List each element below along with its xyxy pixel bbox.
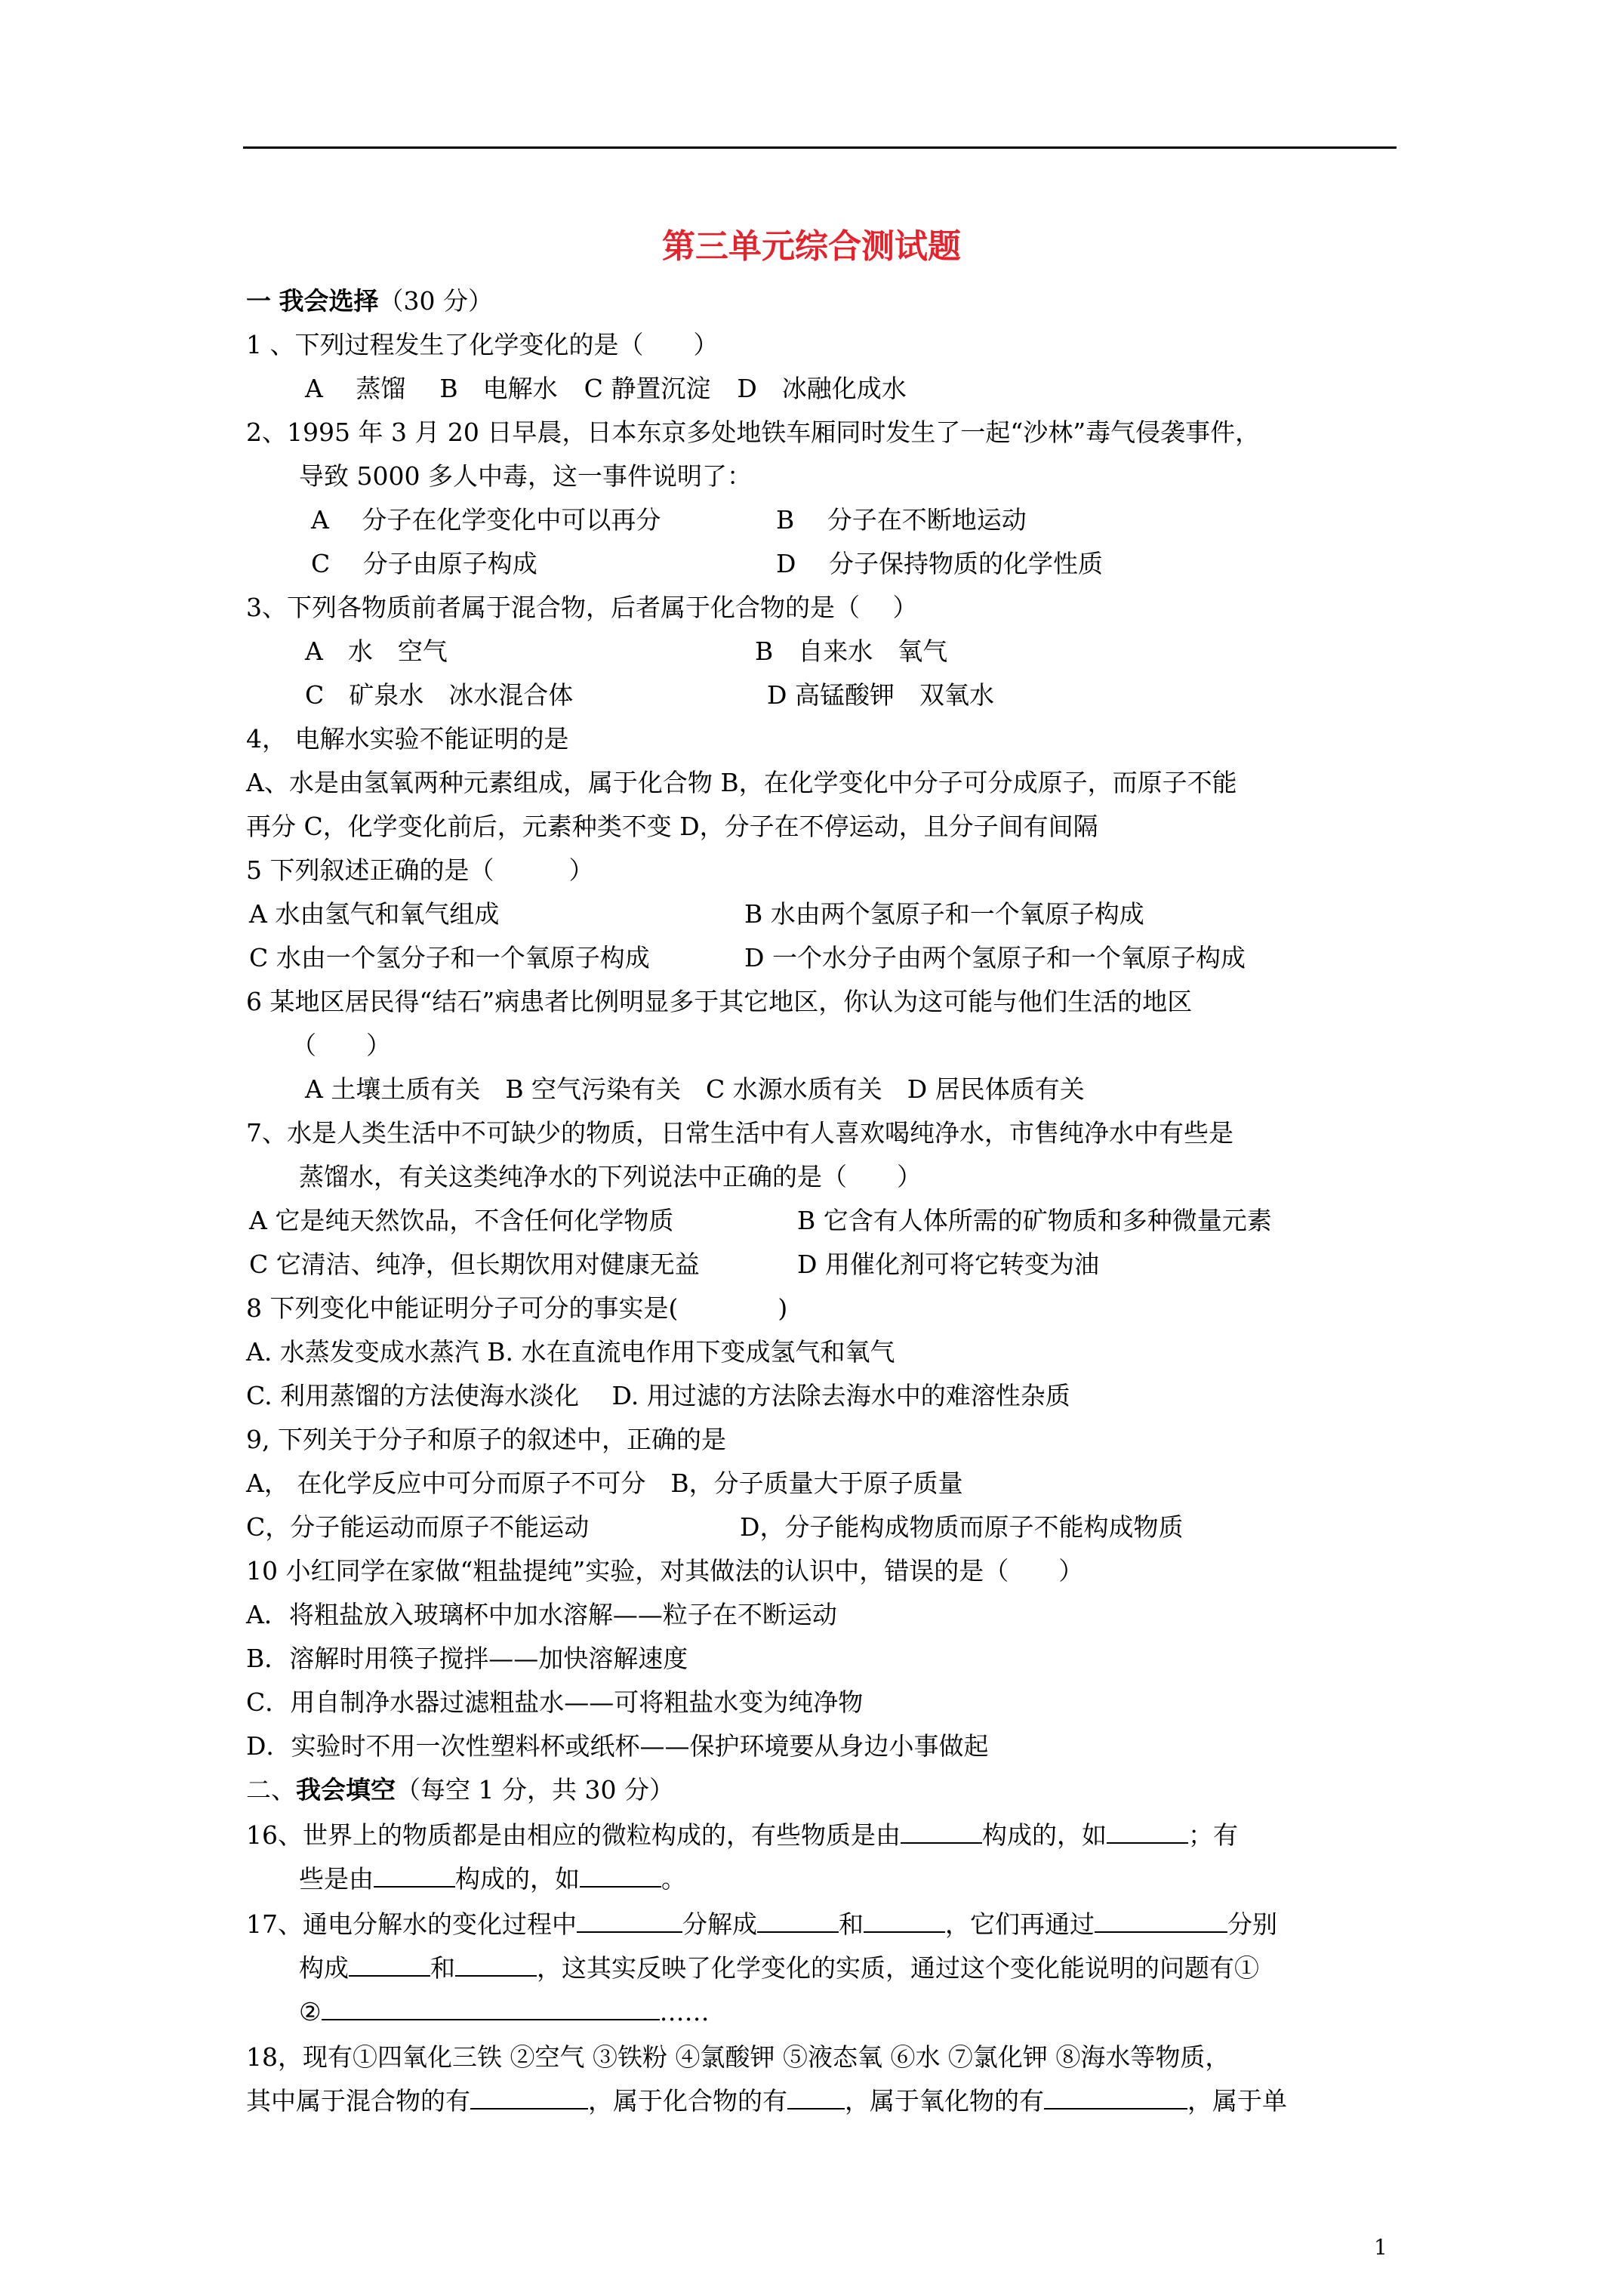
q17-text-10: …… — [659, 1997, 710, 2026]
q9-stem: 9, 下列关于分子和原子的叙述中，正确的是 — [246, 1425, 726, 1454]
section-2-name: 我会填空 — [296, 1775, 396, 1804]
q7-option-d: D 用催化剂可将它转变为油 — [797, 1250, 1099, 1279]
q17-line-3 — [299, 1996, 710, 2028]
q6-answer-paren: （ ） — [291, 1031, 391, 1060]
q17-text-6: 构成 — [299, 1953, 349, 1983]
q17-text-3: 和 — [839, 1909, 864, 1939]
section-2-heading — [246, 1774, 674, 1806]
fill-blank[interactable] — [580, 1863, 661, 1888]
q2-option-c: C 分子由原子构成 — [311, 549, 537, 578]
q16-text-6: 。 — [661, 1864, 686, 1894]
page-number: 1 — [1374, 2235, 1387, 2260]
q1-option-b: B 电解水 — [439, 374, 558, 403]
q16-line-2 — [299, 1863, 686, 1895]
q16-text-5: 构成的，如 — [455, 1864, 580, 1894]
q18-text-4: ，属于单 — [1187, 2086, 1287, 2116]
q8-options-ab: A. 水蒸发变成水蒸汽 B. 水在直流电作用下变成氢气和氧气 — [246, 1337, 895, 1367]
q17-text-1: 17、通电分解水的变化过程中 — [246, 1909, 577, 1939]
fill-blank[interactable] — [455, 1952, 537, 1977]
q2-option-d: D 分子保持物质的化学性质 — [776, 549, 1103, 578]
q1-option-c: C 静置沉淀 — [584, 374, 711, 403]
fill-blank[interactable] — [901, 1820, 982, 1844]
q1-stem: 1 、下列过程发生了化学变化的是（ ） — [246, 330, 719, 359]
fill-blank[interactable] — [757, 1909, 839, 1933]
page-title: 第三单元综合测试题 — [662, 227, 961, 266]
fill-blank[interactable] — [1107, 1820, 1188, 1844]
q10-option-b: B．溶解时用筷子搅拌——加快溶解速度 — [246, 1644, 688, 1673]
q3-option-c: C 矿泉水 冰水混合体 — [305, 680, 574, 710]
q4-line-2: 再分 C，化学变化前后，元素种类不变 D，分子在不停运动，且分子间有间隔 — [246, 812, 1098, 841]
q17-line-2 — [299, 1952, 1259, 1984]
q16-text-1: 16、世界上的物质都是由相应的微粒构成的，有些物质是由 — [246, 1820, 901, 1850]
q18-text-3: ，属于氧化物的有 — [845, 2086, 1044, 2116]
fill-blank[interactable] — [349, 1952, 430, 1977]
fill-blank[interactable] — [1044, 2085, 1187, 2110]
q5-option-c: C 水由一个氢分子和一个氧原子构成 — [249, 943, 650, 972]
q7-stem-cont: 蒸馏水，有关这类纯净水的下列说法中正确的是（ ） — [299, 1162, 922, 1191]
q17-line-1 — [246, 1909, 1277, 1940]
q7-option-b: B 它含有人体所需的矿物质和多种微量元素 — [797, 1206, 1272, 1235]
q8-stem: 8 下列变化中能证明分子可分的事实是( ) — [246, 1293, 788, 1323]
q17-text-9: ② — [299, 1997, 322, 2026]
q2-option-b: B 分子在不断地运动 — [776, 505, 1027, 535]
fill-blank[interactable] — [470, 2085, 588, 2110]
q10-stem: 10 小红同学在家做“粗盐提纯”实验，对其做法的认识中，错误的是（ ） — [246, 1556, 1084, 1586]
q7-option-a: A 它是纯天然饮品，不含任何化学物质 — [249, 1206, 674, 1235]
fill-blank[interactable] — [1095, 1909, 1227, 1933]
q7-option-c: C 它清洁、纯净，但长期饮用对健康无益 — [249, 1250, 700, 1279]
q8-options-cd: C. 利用蒸馏的方法使海水淡化 D. 用过滤的方法除去海水中的难溶性杂质 — [246, 1381, 1070, 1410]
q3-option-a: A 水 空气 — [305, 636, 448, 666]
q4-stem: 4， 电解水实验不能证明的是 — [246, 724, 569, 754]
q9-option-d: D，分子能构成物质而原子不能构成物质 — [740, 1512, 1184, 1542]
section-1-number: 一 — [246, 286, 271, 316]
q1-options — [305, 373, 907, 405]
q3-stem: 3、下列各物质前者属于混合物，后者属于化合物的是（ ） — [246, 593, 918, 622]
q6-stem: 6 某地区居民得“结石”病患者比例明显多于其它地区，你认为这可能与他们生活的地区 — [246, 987, 1193, 1016]
q1-option-a: A 蒸馏 — [305, 374, 406, 403]
section-2-score: （每空 1 分，共 30 分） — [396, 1775, 674, 1804]
q9-options-ab: A， 在化学反应中可分而原子不可分 B，分子质量大于原子质量 — [246, 1469, 963, 1498]
fill-blank[interactable] — [787, 2085, 845, 2110]
q17-text-5: 分别 — [1227, 1909, 1277, 1939]
q5-option-b: B 水由两个氢原子和一个氧原子构成 — [744, 899, 1144, 929]
q18-line-1: 18，现有①四氧化三铁 ②空气 ③铁粉 ④氯酸钾 ⑤液态氧 ⑥水 ⑦氯化钾 ⑧海水等物质， — [246, 2042, 1230, 2072]
q5-stem: 5 下列叙述正确的是（ ） — [246, 855, 594, 885]
fill-blank[interactable] — [864, 1909, 945, 1933]
q7-stem: 7、水是人类生活中不可缺少的物质，日常生活中有人喜欢喝纯净水，市售纯净水中有些是 — [246, 1118, 1233, 1148]
q2-stem: 2、1995 年 3 月 20 日早晨，日本东京多处地铁车厢同时发生了一起“沙林”毒气侵袭事件， — [246, 418, 1261, 447]
section-2-number: 二、 — [246, 1775, 296, 1804]
q9-option-c: C，分子能运动而原子不能运动 — [246, 1512, 590, 1542]
fill-blank[interactable] — [322, 1996, 660, 2020]
section-1-score: （30 分） — [378, 286, 493, 316]
q5-option-d: D 一个水分子由两个氢原子和一个氧原子构成 — [744, 943, 1246, 972]
q6-options: A 土壤土质有关 B 空气污染有关 C 水源水质有关 D 居民体质有关 — [305, 1074, 1085, 1104]
q17-text-8: ，这其实反映了化学变化的实质，通过这个变化能说明的问题有① — [537, 1953, 1259, 1983]
q17-text-7: 和 — [430, 1953, 455, 1983]
q1-option-d: D 冰融化成水 — [737, 374, 907, 403]
fill-blank[interactable] — [577, 1909, 682, 1933]
q16-text-3: ；有 — [1188, 1820, 1238, 1850]
q10-option-c: C．用自制净水器过滤粗盐水——可将粗盐水变为纯净物 — [246, 1687, 864, 1717]
q18-text-2: ，属于化合物的有 — [588, 2086, 787, 2116]
q3-option-d: D 高锰酸钾 双氧水 — [767, 680, 994, 710]
q10-option-d: D．实验时不用一次性塑料杯或纸杯——保护环境要从身边小事做起 — [246, 1731, 989, 1761]
q17-text-4: ，它们再通过 — [945, 1909, 1095, 1939]
section-1-name: 我会选择 — [279, 286, 379, 316]
q16-text-2: 构成的，如 — [982, 1820, 1107, 1850]
q5-option-a: A 水由氢气和氧气组成 — [249, 899, 500, 929]
section-1-heading — [246, 285, 493, 317]
q2-option-a: A 分子在化学变化中可以再分 — [311, 505, 661, 535]
q18-text-1: 其中属于混合物的有 — [246, 2086, 470, 2116]
q18-line-2 — [246, 2085, 1287, 2117]
fill-blank[interactable] — [374, 1863, 455, 1888]
q16-line-1 — [246, 1820, 1238, 1851]
q16-text-4: 些是由 — [299, 1864, 374, 1894]
q3-option-b: B 自来水 氧气 — [755, 636, 948, 666]
header-rule — [243, 146, 1397, 149]
q10-option-a: A．将粗盐放入玻璃杯中加水溶解——粒子在不断运动 — [246, 1600, 837, 1629]
q17-text-2: 分解成 — [682, 1909, 757, 1939]
q4-line-1: A、水是由氢氧两种元素组成，属于化合物 B，在化学变化中分子可分成原子，而原子不能 — [246, 768, 1237, 797]
q2-stem-cont: 导致 5000 多人中毒，这一事件说明了： — [299, 461, 752, 491]
